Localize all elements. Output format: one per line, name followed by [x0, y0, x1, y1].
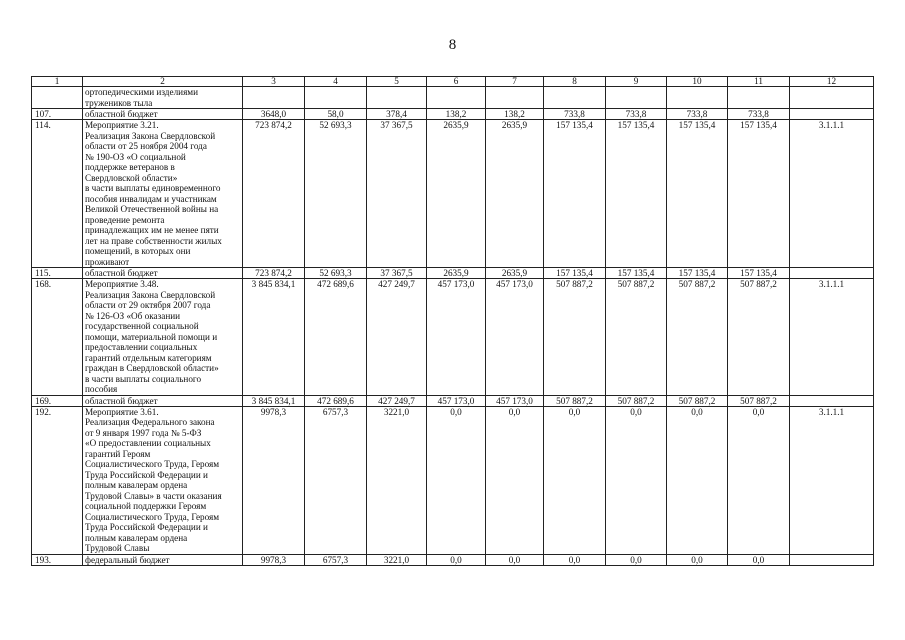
value-cell: 507 887,2	[728, 395, 790, 406]
target-code	[790, 109, 874, 120]
table-row	[32, 279, 874, 396]
value-cell	[728, 87, 790, 109]
value-cell: 157 135,4	[606, 268, 667, 279]
value-cell: 427 249,7	[367, 279, 427, 396]
column-header: 2	[83, 77, 243, 87]
row-description	[83, 120, 243, 268]
description-line: проживают	[85, 256, 130, 267]
value-cell: 507 887,2	[544, 395, 606, 406]
description-line: Труда Российской Федерации и	[85, 469, 208, 480]
description-line: Социалистического Труда, Героям	[85, 511, 220, 522]
row-number: 115.	[32, 268, 83, 279]
value-cell: 472 689,6	[305, 395, 367, 406]
value-cell: 0,0	[667, 406, 728, 554]
value-cell	[427, 87, 486, 109]
column-header: 12	[790, 77, 874, 87]
budget-table	[31, 76, 874, 566]
target-code	[790, 87, 874, 109]
value-cell: 3648,0	[243, 109, 305, 120]
row-number: 168.	[32, 279, 83, 396]
value-cell: 457 173,0	[486, 279, 544, 396]
value-cell	[367, 87, 427, 109]
column-header: 9	[606, 77, 667, 87]
value-cell	[486, 87, 544, 109]
target-code	[790, 554, 874, 565]
row-description	[83, 395, 243, 406]
description-line: областной бюджет	[85, 268, 158, 278]
description-line: тружеников тыла	[85, 97, 153, 108]
description-line: граждан в Свердловской области»	[85, 363, 219, 373]
description-line: пособия инвалидам и участникам	[85, 193, 217, 204]
description-line: Свердловской области»	[85, 172, 178, 183]
column-header: 10	[667, 77, 728, 87]
value-cell: 0,0	[544, 554, 606, 565]
value-cell: 2635,9	[486, 120, 544, 268]
value-cell: 157 135,4	[667, 120, 728, 268]
value-cell: 0,0	[606, 554, 667, 565]
value-cell: 2635,9	[427, 120, 486, 268]
value-cell: 3221,0	[367, 554, 427, 565]
value-cell: 507 887,2	[667, 279, 728, 396]
value-cell: 0,0	[667, 554, 728, 565]
description-line: поддержке ветеранов в	[85, 162, 175, 172]
description-line: № 190-ОЗ «О социальной	[85, 151, 186, 162]
description-line: № 126-ОЗ «Об оказании	[85, 310, 181, 321]
column-header: 7	[486, 77, 544, 87]
column-header: 8	[544, 77, 606, 87]
value-cell	[667, 87, 728, 109]
table-row	[32, 268, 874, 279]
value-cell: 157 135,4	[728, 120, 790, 268]
table-row	[32, 120, 874, 268]
value-cell: 427 249,7	[367, 395, 427, 406]
description-line: в части выплаты единовременного	[85, 183, 221, 193]
value-cell: 0,0	[544, 406, 606, 554]
description-line: социальной поддержки Героям	[85, 501, 207, 511]
value-cell: 733,8	[728, 109, 790, 120]
value-cell: 9978,3	[243, 406, 305, 554]
description-line: полным кавалерам ордена	[85, 532, 188, 543]
value-cell: 472 689,6	[305, 279, 367, 396]
row-description	[83, 109, 243, 120]
value-cell: 3 845 834,1	[243, 395, 305, 406]
value-cell: 157 135,4	[728, 268, 790, 279]
value-cell: 3221,0	[367, 406, 427, 554]
description-line: государственной социальной	[85, 321, 199, 331]
value-cell: 733,8	[606, 109, 667, 120]
value-cell: 507 887,2	[667, 395, 728, 406]
description-line: областной бюджет	[85, 109, 158, 119]
description-line: Мероприятие 3.21.	[85, 120, 159, 130]
description-line: пособия	[85, 384, 118, 394]
description-line: «О предоставлении социальных	[85, 438, 211, 448]
value-cell: 157 135,4	[544, 120, 606, 268]
description-line: Реализация Федерального закона	[85, 417, 215, 427]
description-line: области от 29 октября 2007 года	[85, 300, 211, 310]
description-line: Труда Российской Федерации и	[85, 522, 208, 532]
description-line: Социалистического Труда, Героям	[85, 459, 220, 469]
row-description	[83, 87, 243, 109]
value-cell: 0,0	[486, 406, 544, 554]
value-cell: 723 874,2	[243, 120, 305, 268]
value-cell: 157 135,4	[667, 268, 728, 279]
value-cell: 733,8	[667, 109, 728, 120]
table-body	[32, 77, 874, 566]
value-cell	[243, 87, 305, 109]
description-line: от 9 января 1997 года № 5-ФЗ	[85, 427, 202, 438]
value-cell: 378,4	[367, 109, 427, 120]
value-cell: 457 173,0	[486, 395, 544, 406]
description-line: в части выплаты социального	[85, 373, 202, 384]
value-cell: 157 135,4	[544, 268, 606, 279]
value-cell: 0,0	[728, 406, 790, 554]
value-cell: 52 693,3	[305, 268, 367, 279]
column-header: 4	[305, 77, 367, 87]
value-cell: 733,8	[544, 109, 606, 120]
table-row	[32, 395, 874, 406]
description-line: гарантий Героям	[85, 448, 151, 459]
value-cell	[544, 87, 606, 109]
row-number: 169.	[32, 395, 83, 406]
value-cell: 0,0	[486, 554, 544, 565]
table-row	[32, 554, 874, 565]
value-cell: 52 693,3	[305, 120, 367, 268]
header-row	[32, 77, 874, 87]
description-line: Мероприятие 3.48.	[85, 279, 159, 289]
value-cell: 6757,3	[305, 406, 367, 554]
description-line: Трудовой Славы	[85, 543, 150, 553]
description-line: принадлежащих им не менее пяти	[85, 225, 219, 235]
description-line: помещений, в которых они	[85, 246, 191, 256]
description-line: области от 25 ноября 2004 года	[85, 141, 207, 151]
target-code	[790, 268, 874, 279]
description-line: проведение ремонта	[85, 214, 165, 225]
description-line: федеральный бюджет	[85, 554, 170, 565]
column-header: 5	[367, 77, 427, 87]
value-cell: 138,2	[486, 109, 544, 120]
row-description	[83, 406, 243, 554]
value-cell	[305, 87, 367, 109]
value-cell: 37 367,5	[367, 120, 427, 268]
description-line: Мероприятие 3.61.	[85, 406, 159, 417]
column-header: 3	[243, 77, 305, 87]
description-line: гарантий отдельным категориям	[85, 352, 212, 363]
column-header: 6	[427, 77, 486, 87]
page-number: 8	[448, 37, 457, 53]
row-number: 193.	[32, 554, 83, 565]
description-line: лет на праве собственности жилых	[85, 235, 222, 246]
target-code	[790, 395, 874, 406]
column-header: 11	[728, 77, 790, 87]
value-cell: 457 173,0	[427, 395, 486, 406]
value-cell: 507 887,2	[606, 279, 667, 396]
value-cell: 58,0	[305, 109, 367, 120]
row-description	[83, 279, 243, 396]
column-header: 1	[32, 77, 83, 87]
value-cell: 507 887,2	[728, 279, 790, 396]
row-number: 192.	[32, 406, 83, 554]
value-cell: 0,0	[427, 554, 486, 565]
value-cell: 2635,9	[427, 268, 486, 279]
row-description	[83, 554, 243, 565]
description-line: Реализация Закона Свердловской	[85, 130, 216, 141]
description-line: областной бюджет	[85, 395, 158, 406]
value-cell: 457 173,0	[427, 279, 486, 396]
description-line: полным кавалерам ордена	[85, 480, 188, 490]
description-line: Великой Отечественной войны на	[85, 204, 219, 214]
table-row	[32, 87, 874, 109]
value-cell: 3 845 834,1	[243, 279, 305, 396]
target-code: 3.1.1.1	[790, 120, 874, 268]
description-line: ортопедическими изделиями	[85, 87, 199, 97]
row-number: 107.	[32, 109, 83, 120]
value-cell: 507 887,2	[544, 279, 606, 396]
value-cell: 37 367,5	[367, 268, 427, 279]
row-number	[32, 87, 83, 109]
target-code: 3.1.1.1	[790, 279, 874, 396]
description-line: Реализация Закона Свердловской	[85, 289, 216, 300]
description-line: предоставлении социальных	[85, 342, 198, 352]
table-row	[32, 406, 874, 554]
value-cell: 0,0	[728, 554, 790, 565]
value-cell: 9978,3	[243, 554, 305, 565]
target-code: 3.1.1.1	[790, 406, 874, 554]
row-description	[83, 268, 243, 279]
description-line: Трудовой Славы» в части оказания	[85, 490, 222, 501]
value-cell: 507 887,2	[606, 395, 667, 406]
value-cell: 6757,3	[305, 554, 367, 565]
row-number: 114.	[32, 120, 83, 268]
table-row	[32, 109, 874, 120]
value-cell	[606, 87, 667, 109]
value-cell: 723 874,2	[243, 268, 305, 279]
description-line: помощи, материальной помощи и	[85, 331, 218, 342]
value-cell: 157 135,4	[606, 120, 667, 268]
value-cell: 0,0	[606, 406, 667, 554]
value-cell: 138,2	[427, 109, 486, 120]
value-cell: 0,0	[427, 406, 486, 554]
value-cell: 2635,9	[486, 268, 544, 279]
